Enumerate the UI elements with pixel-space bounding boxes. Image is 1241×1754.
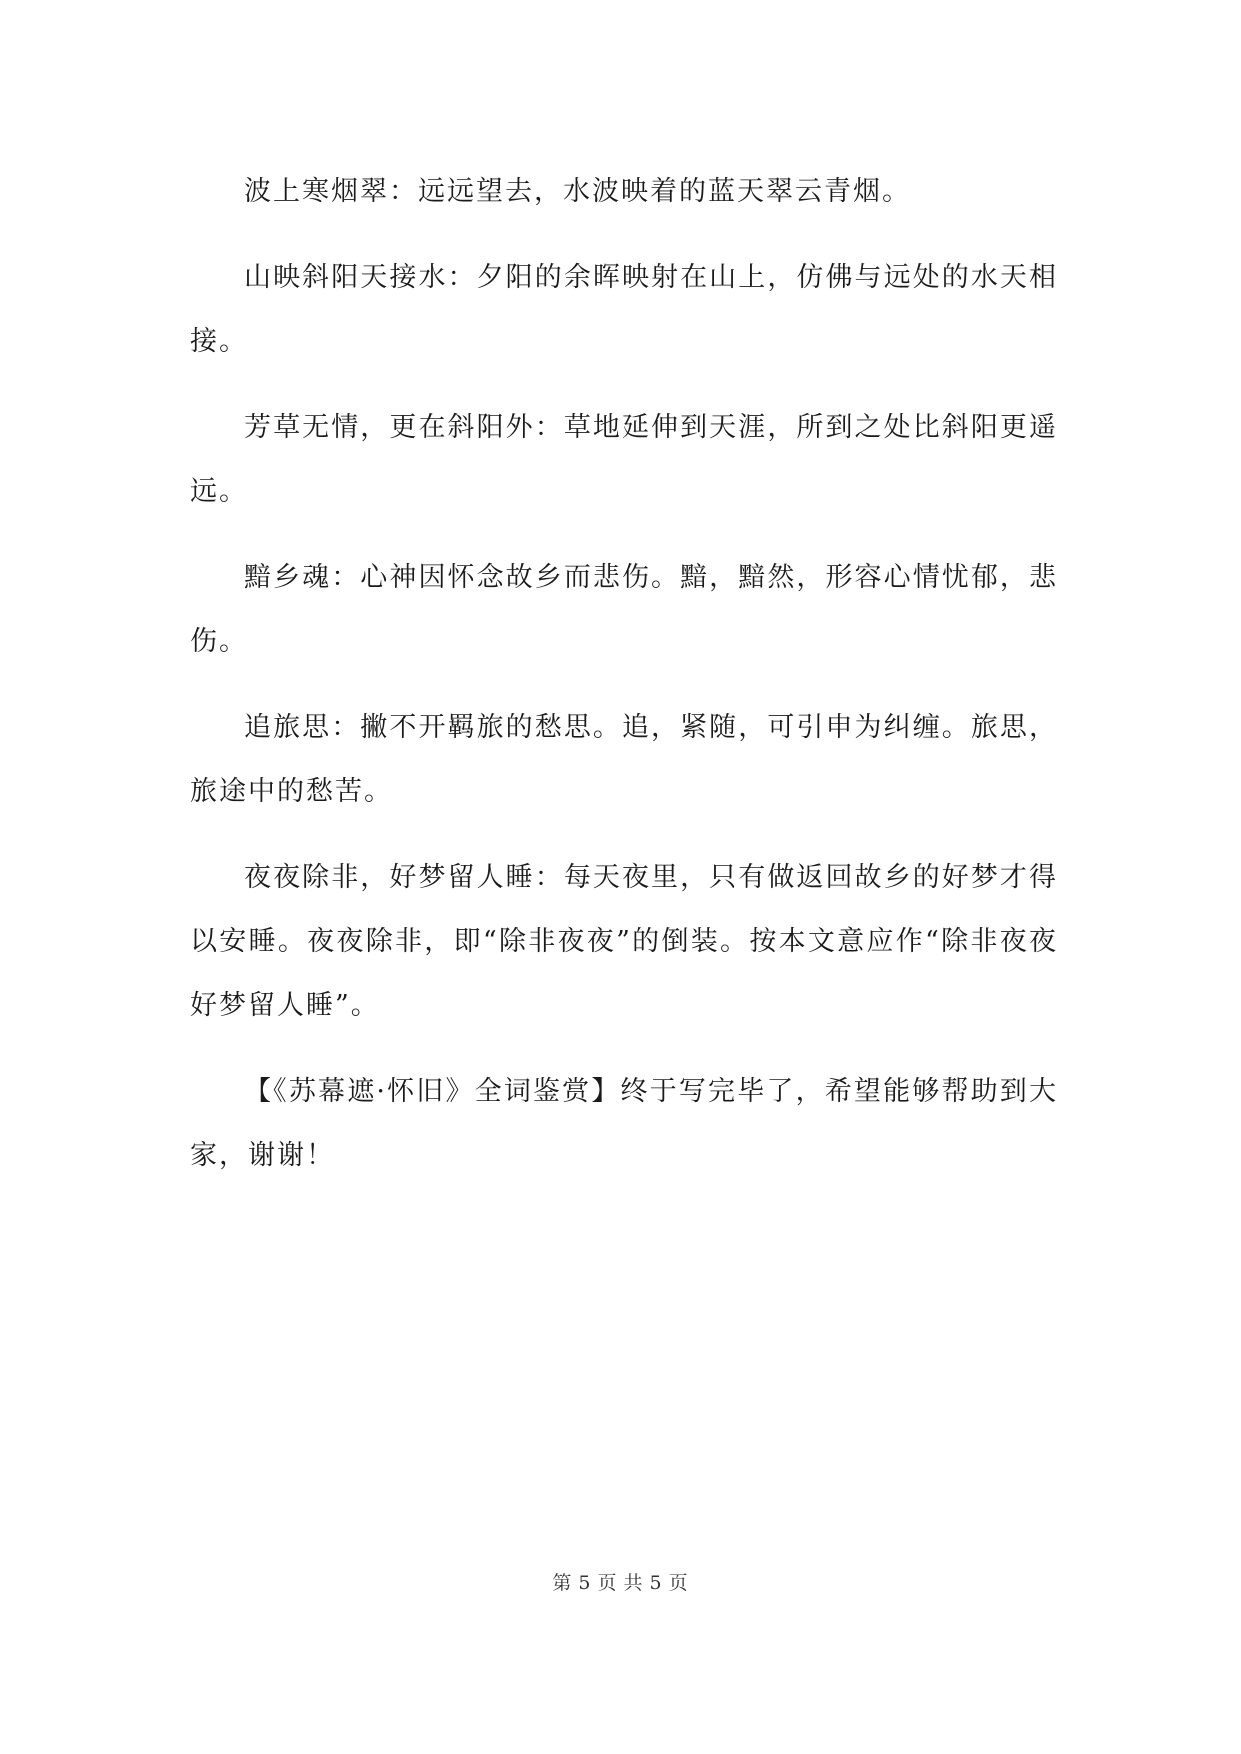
paragraph-bo-shang-han-yan-cui: 波上寒烟翠：远远望去，水波映着的蓝天翠云青烟。 xyxy=(244,176,911,207)
footer-prefix: 第 xyxy=(552,1572,573,1594)
page-footer xyxy=(0,1568,1241,1595)
footer-current-page: 5 xyxy=(578,1572,592,1594)
paragraph-an-xiang-hun: 黯乡魂：心神因怀念故乡而悲伤。黯，黯然，形容心情忧郁，悲伤。 xyxy=(190,562,1058,657)
paragraph-ye-ye-chu-fei: 夜夜除非，好梦留人睡：每天夜里，只有做返回故乡的好梦才得以安睡。夜夜除非，即“除非夜夜”的倒装。按本文意应作“除非夜夜好梦留人睡”。 xyxy=(190,862,1058,1021)
footer-suffix: 页 xyxy=(668,1572,689,1594)
paragraph-fang-cao-wu-qing: 芳草无情，更在斜阳外：草地延伸到天涯，所到之处比斜阳更遥远。 xyxy=(190,412,1058,507)
footer-total-prefix: 共 xyxy=(623,1572,644,1594)
paragraph-zhui-lv-si: 追旅思：撇不开羁旅的愁思。追，紧随，可引申为纠缠。旅思，旅途中的愁苦。 xyxy=(190,712,1058,807)
document-body xyxy=(190,160,1058,1210)
paragraph-closing-note: 【《苏幕遮·怀旧》全词鉴赏】终于写完毕了，希望能够帮助到大家，谢谢！ xyxy=(190,1076,1058,1171)
paragraph-shan-ying-xie-yang: 山映斜阳天接水：夕阳的余晖映射在山上，仿佛与远处的水天相接。 xyxy=(190,262,1058,357)
footer-page-word: 页 xyxy=(597,1572,618,1594)
footer-total-pages: 5 xyxy=(649,1572,663,1594)
